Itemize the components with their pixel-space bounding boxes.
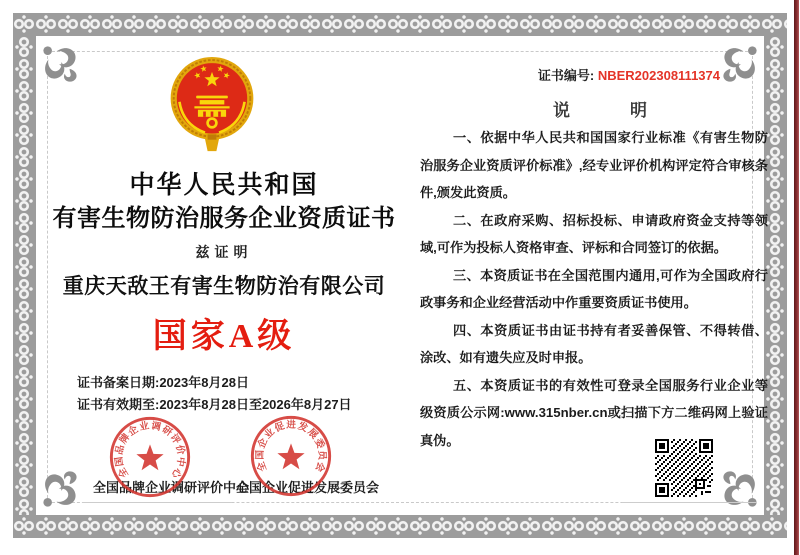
official-seal-1-icon (108, 415, 192, 499)
notes-block (420, 124, 768, 454)
certificate-number-label: 证书编号: (537, 68, 595, 83)
official-seal-2-icon (249, 414, 333, 498)
border-band-top (13, 13, 787, 36)
floral-corner-ornament-icon (41, 44, 83, 86)
seal1-issuer-label: 全国品牌企业调研评价中心 (93, 480, 250, 495)
certify-label: 兹证明 (195, 244, 253, 260)
valid-period-line: 证书有效期至:2023年8月28日至2026年8月27日 (77, 397, 352, 412)
note-paragraph: 四、本资质证书由证书持有者妥善保管、不得转借、涂改、如有遗失应及时申报。 (420, 322, 768, 365)
floral-corner-ornament-icon (717, 44, 759, 86)
note-paragraph: 三、本资质证书在全国范围内通用,可作为全国政府行政事务和企业经营活动中作重要资质证书使用。 (420, 267, 768, 310)
verification-qr-code (655, 439, 713, 497)
company-name: 重庆天敌王有害生物防治有限公司 (62, 275, 386, 298)
scan-edge-artifact (794, 0, 799, 555)
seal2-issuer-label: 全国企业促进发展委员会 (236, 480, 380, 495)
seal1-ring-text: 全国品牌企业调研评价中心 (113, 420, 187, 480)
floral-corner-ornament-icon (41, 467, 83, 509)
country-title: 中华人民共和国 (129, 171, 319, 199)
signature-line-right (622, 502, 757, 503)
note-paragraph: 一、依据中华人民共和国国家行业标准《有害生物防治服务企业资质评价标准》,经专业评价机构评定符合审核条件,颁发此资质。 (420, 130, 768, 200)
signature-line-left (82, 502, 232, 503)
prc-national-emblem-icon (168, 56, 256, 160)
certificate-number (420, 65, 720, 84)
record-date-line: 证书备案日期:2023年8月28日 (77, 375, 249, 390)
note-paragraph: 二、在政府采购、招标投标、申请政府资金支持等领域,可作为投标人资格审查、评标和合同签订的依据。 (420, 212, 768, 255)
seal2-ring-text: 全国企业促进发展委员会 (254, 419, 328, 474)
border-band-bottom (13, 515, 787, 538)
grade-value: 国家A级 (152, 318, 296, 355)
note-paragraph: 五、本资质证书的有效性可登录全国服务行业企业等级资质公示网:www.315nber.cn或扫描下方二维码网上验证真伪。 (420, 377, 768, 448)
certificate-title: 有害生物防治服务企业资质证书 (52, 205, 396, 232)
notes-heading: 说明 (553, 101, 707, 120)
certificate-number-value: NBER202308111374 (597, 68, 720, 83)
